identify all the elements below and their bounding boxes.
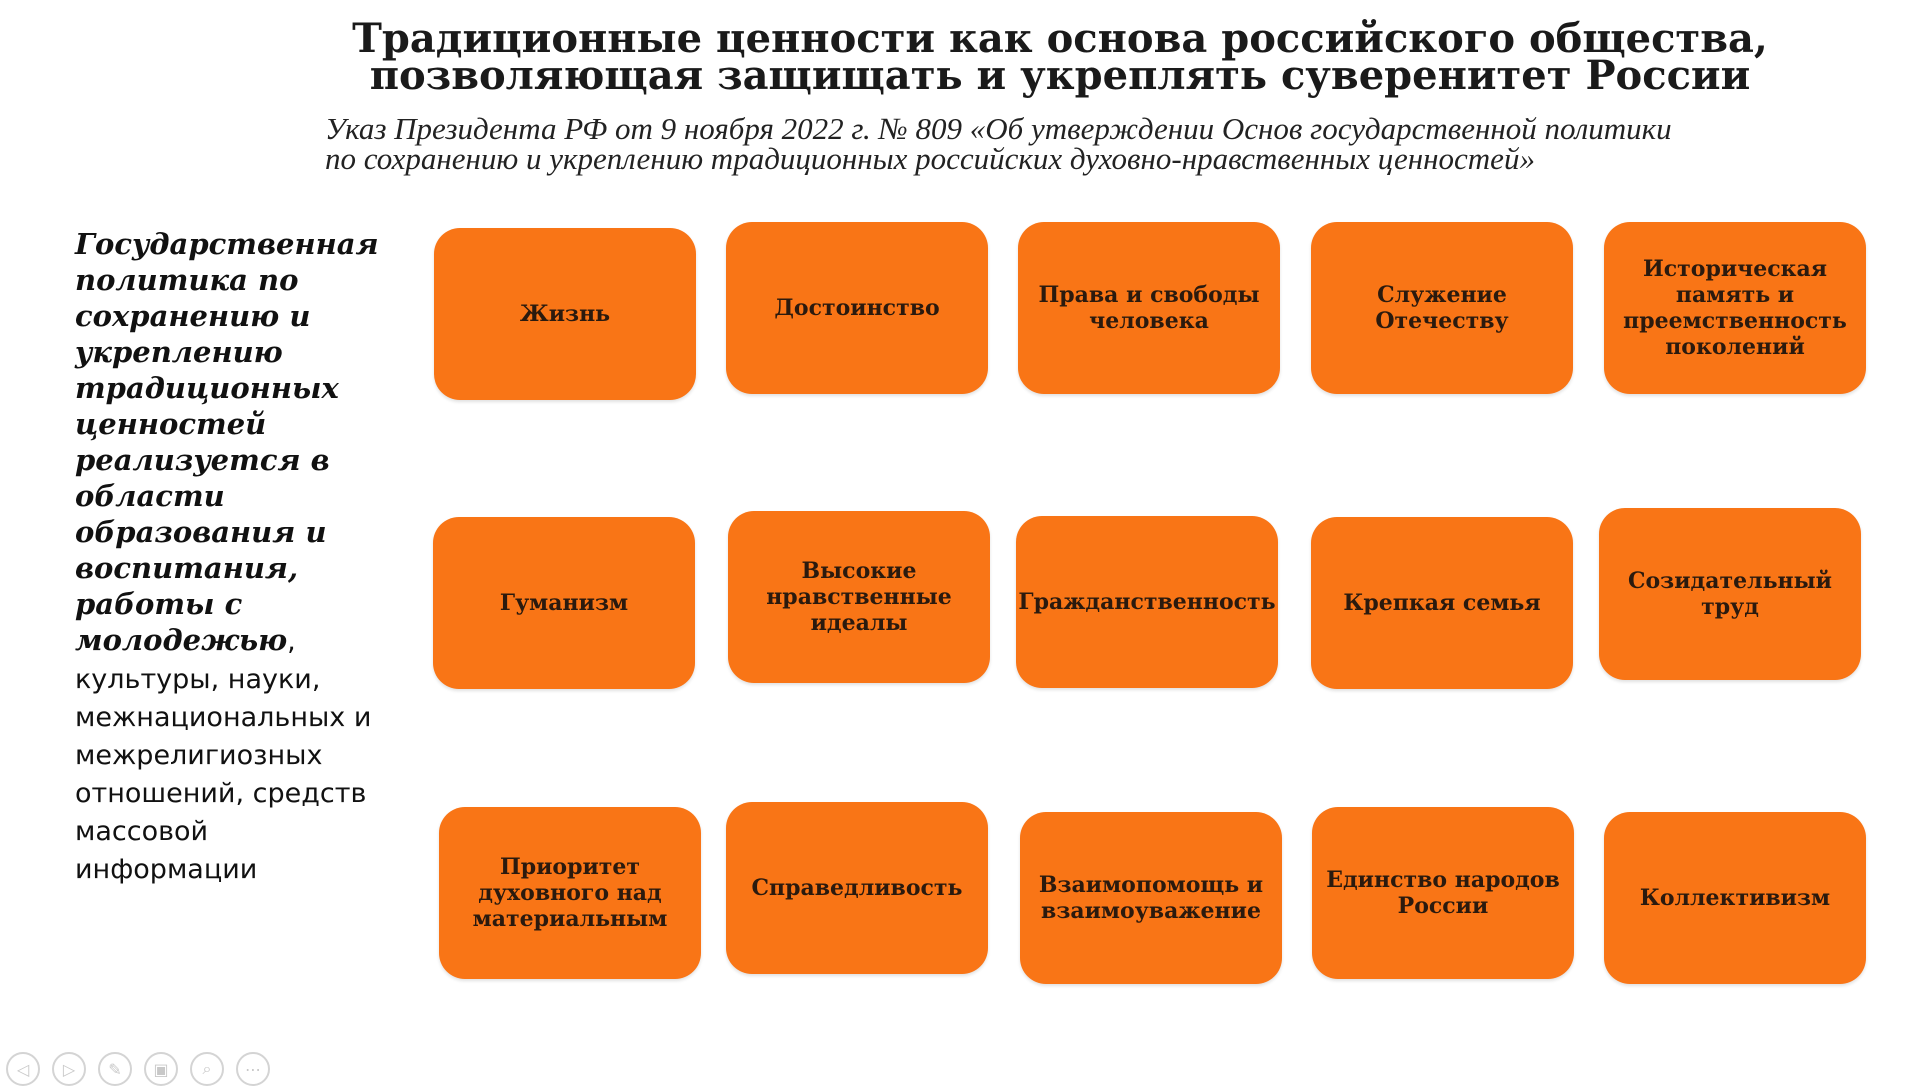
policy-description-emphasis: Государственная политика по сохранению и укреплению традиционных ценностей реализуется в области образования и воспитания, работы с молодежью	[75, 227, 379, 657]
slide-title-line-1: Традиционные ценности как основа российского общества,	[352, 15, 1768, 62]
zoom-icon[interactable]: ⌕	[190, 1052, 224, 1086]
policy-description	[75, 226, 395, 888]
value-card-justice: Справедливость	[726, 802, 988, 974]
value-card-human-rights: Права и свободы человека	[1018, 222, 1280, 394]
value-card-spiritual-priority: Приоритет духовного над материальным	[439, 807, 701, 979]
slide-subtitle-line-2: по сохранению и укреплению традиционных российских духовно-нравственных ценностей»	[325, 141, 1535, 176]
value-card-creative-labor: Созидательный труд	[1599, 508, 1861, 680]
slides-overview-icon[interactable]: ▣	[144, 1052, 178, 1086]
value-card-historical-memory: Историческая память и преемственность поколений	[1604, 222, 1866, 394]
value-card-life: Жизнь	[434, 228, 696, 400]
value-card-strong-family: Крепкая семья	[1311, 517, 1573, 689]
slide-subtitle	[325, 111, 1865, 176]
value-card-dignity: Достоинство	[726, 222, 988, 394]
slide-subtitle-line-1: Указ Президента РФ от 9 ноября 2022 г. № 809 «Об утверждении Основ государственной политики	[325, 111, 1672, 146]
slide-title	[340, 15, 1780, 99]
value-card-mutual-aid: Взаимопомощь и взаимоуважение	[1020, 812, 1282, 984]
value-card-unity-of-peoples: Единство народов России	[1312, 807, 1574, 979]
previous-slide-icon[interactable]: ◁	[6, 1052, 40, 1086]
presentation-toolbar	[6, 1052, 270, 1086]
value-card-collectivism: Коллективизм	[1604, 812, 1866, 984]
more-options-icon[interactable]: ⋯	[236, 1052, 270, 1086]
pen-icon[interactable]: ✎	[98, 1052, 132, 1086]
policy-description-rest: , культуры, науки, межнациональных и межрелигиозных отношений, средств массовой информации	[75, 626, 372, 885]
slide-title-line-2: позволяющая защищать и укреплять суверенитет России	[369, 52, 1751, 99]
value-card-citizenship: Гражданственность	[1016, 516, 1278, 688]
value-card-humanism: Гуманизм	[433, 517, 695, 689]
next-slide-icon[interactable]: ▷	[52, 1052, 86, 1086]
value-card-moral-ideals: Высокие нравственные идеалы	[728, 511, 990, 683]
value-card-service-to-fatherland: Служение Отечеству	[1311, 222, 1573, 394]
